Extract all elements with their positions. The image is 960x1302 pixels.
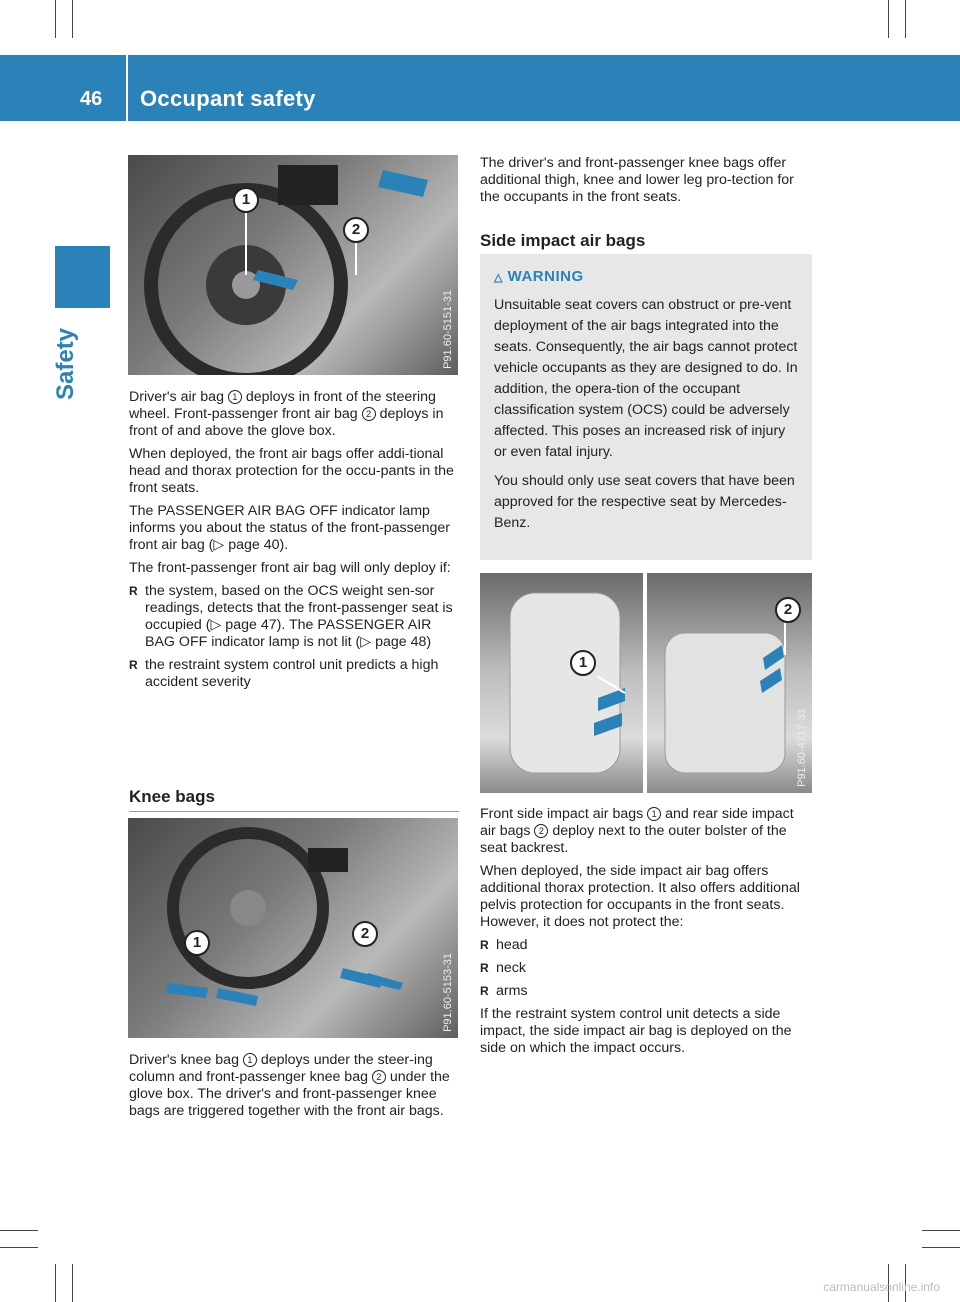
paragraph — [129, 1052, 459, 1120]
front-airbag-photo — [128, 155, 458, 375]
knee-bag-illustration — [128, 818, 458, 1038]
knee-airbag-photo — [128, 818, 458, 1038]
crop-mark — [922, 1247, 960, 1248]
text-run: Front side impact air bags — [480, 806, 648, 822]
paragraph: The front-passenger front air bag will only deploy if: — [129, 560, 451, 576]
paragraph: If the restraint system control unit detects a side impact, the side impact air bag is deployed on the side on which the impact occurs. — [480, 1006, 792, 1056]
section-heading: Knee bags — [129, 788, 459, 812]
paragraph: When deployed, the side impact air bag offers additional thorax protection. It also offers additional pelvis protection for occupants in the front seats. However, it does not protect the: — [480, 863, 800, 930]
callout-marker-2: 2 — [352, 921, 378, 947]
crop-mark — [72, 0, 73, 38]
right-column-text-2 — [480, 806, 812, 1063]
callout-marker-1: 1 — [184, 930, 210, 956]
text-run: Driver's air bag — [129, 389, 228, 405]
circled-number-1: 1 — [647, 807, 661, 821]
callout-marker-2: 2 — [343, 217, 369, 243]
crop-mark — [55, 0, 56, 38]
section-heading: Side impact air bags — [480, 232, 812, 256]
list-item: R head — [480, 937, 528, 953]
paragraph — [480, 806, 812, 857]
warning-title-text: WARNING — [507, 268, 584, 285]
page-title: Occupant safety — [140, 86, 316, 111]
circled-number-2: 2 — [362, 407, 376, 421]
text-run: under the glove box. The driver's and front-passenger knee bags are triggered together with the front air bags. — [129, 1069, 450, 1119]
left-column-text-1 — [129, 389, 459, 697]
list-item: R arms — [480, 983, 528, 999]
section-label: Safety — [52, 327, 79, 400]
crop-mark — [922, 1230, 960, 1231]
list-item-text: the restraint system control unit predicts a high accident severity — [145, 657, 439, 690]
crop-mark — [905, 0, 906, 38]
warning-title — [494, 268, 800, 285]
list-item: R neck — [480, 960, 526, 976]
image-reference: P91.60-5151-31 — [442, 290, 454, 369]
callout-marker-2: 2 — [775, 597, 801, 623]
warning-paragraph: You should only use seat covers that have been approved for the respective seat by Mercedes-Benz. — [494, 473, 795, 531]
callout-marker-1: 1 — [570, 650, 596, 676]
circled-number-1: 1 — [228, 390, 242, 404]
circled-number-2: 2 — [534, 824, 548, 838]
crop-mark — [0, 1230, 38, 1231]
paragraph: The PASSENGER AIR BAG OFF indicator lamp informs you about the status of the front-passenger front air bag (▷ page 40). — [129, 503, 450, 553]
list-item: R the system, based on the OCS weight sen-sor readings, detects that the front-passenger seat is occupied (▷ page 47). The PASSENGER AIR BAG OFF indicator lamp is not lit (▷ page 48) — [129, 583, 453, 650]
list-item: R the restraint system control unit predicts a high accident severity — [129, 657, 439, 690]
text-run: and rear side impact air bags — [480, 806, 794, 839]
left-column-text-2 — [129, 1052, 459, 1126]
header-divider — [126, 55, 128, 121]
section-tab — [55, 246, 110, 308]
image-reference: P91.60-5153-31 — [442, 953, 454, 1032]
circled-number-1: 1 — [243, 1053, 257, 1067]
crop-mark — [888, 0, 889, 38]
paragraph: When deployed, the front air bags offer addi-tional head and thorax protection for the occu-pants in the front seats. — [129, 446, 454, 496]
warning-paragraph: Unsuitable seat covers can obstruct or pre-vent deployment of the air bags integrated into the seats. Consequently, the air bags cannot protect vehicle occupants as they are designed to do. In addition, the opera-tion of the occupant classification system (OCS) could be adversely affected. This poses an increased risk of injury or even fatal injury. — [494, 297, 798, 460]
text-run: deploys in front of the steering wheel. Front-passenger front air bag — [129, 389, 436, 422]
text-run: deploys in front of and above the glove box. — [129, 406, 444, 439]
crop-mark — [0, 1247, 38, 1248]
warning-box — [480, 254, 812, 560]
seat-illustration — [480, 573, 812, 793]
list-item-text: arms — [496, 983, 528, 999]
list-item-text: neck — [496, 960, 526, 976]
callout-marker-1: 1 — [233, 187, 259, 213]
knee-bags-heading-block — [129, 788, 459, 822]
warning-triangle-icon: △ — [494, 272, 503, 284]
side-airbag-photo — [480, 573, 812, 793]
list-item-text: head — [496, 937, 528, 953]
paragraph — [129, 389, 459, 440]
text-run: deploy next to the outer bolster of the seat backrest. — [480, 823, 787, 856]
text-run: Driver's knee bag — [129, 1052, 243, 1068]
image-reference: P91.60-4717-31 — [796, 708, 808, 787]
paragraph: The driver's and front-passenger knee bags offer additional thigh, knee and lower leg pro-tection for the occupants in the front seats. — [480, 155, 794, 205]
page-number: 46 — [80, 88, 103, 110]
text-run: deploys under the steer-ing column and front-passenger knee bag — [129, 1052, 433, 1085]
list-item-text: the system, based on the OCS weight sen-sor readings, detects that the front-passenger seat is occupied (▷ page 47). The PASSENGER AIR BAG OFF indicator lamp is not lit (▷ page 48) — [145, 583, 453, 650]
footer-watermark: carmanualsonline.info — [823, 1280, 940, 1294]
right-column-text-1 — [480, 155, 812, 212]
circled-number-2: 2 — [372, 1070, 386, 1084]
steering-wheel-illustration — [128, 155, 458, 375]
